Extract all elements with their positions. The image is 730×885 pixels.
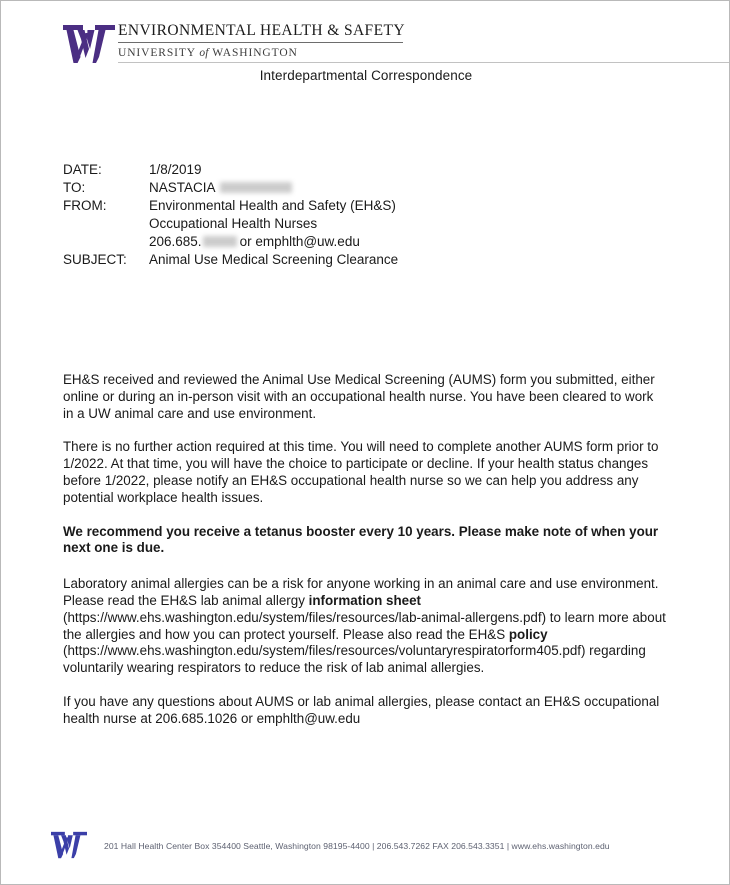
from-email-text: or emphlth@uw.edu [239, 234, 360, 249]
date-value: 1/8/2019 [149, 162, 202, 177]
body-paragraph-contact: If you have any questions about AUMS or lab animal allergies, please contact an EH&S occupational health nurse at 206.685.1026 or emphlth@uw.edu [63, 693, 660, 726]
brand-divider-long [118, 62, 730, 63]
uw-w-logo-footer-icon [51, 830, 87, 860]
from-label: FROM: [63, 198, 107, 213]
field-date [63, 161, 683, 179]
to-value: NASTACIA [149, 180, 216, 195]
brand-divider-short [118, 42, 403, 43]
field-subject [63, 251, 683, 269]
from-line-department: Environmental Health and Safety (EH&S) [149, 198, 396, 213]
allergy-text-segment-3: (https://www.ehs.washington.edu/system/files/resources/voluntaryrespiratorform405.pdf) regarding voluntarily wearing respirators to reduce the risk of lab animal allergies. [63, 643, 646, 676]
body-paragraph-next-steps: There is no further action required at this time. You will need to complete another AUMS form prior to 1/2022. At that time, you will have the choice to participate or decline. If your health status changes before 1/2022, please notify an EH&S occupational health nurse so we can help you address any potential workplace health issues. [63, 439, 659, 505]
correspondence-header-fields [63, 161, 683, 269]
brand-subtitle-washington: WASHINGTON [212, 47, 298, 59]
brand-title: ENVIRONMENTAL HEALTH & SAFETY [118, 22, 405, 39]
allergy-text-segment-2: (https://www.ehs.washington.edu/system/files/resources/lab-animal-allergens.pdf) to learn more about the allergies and how you can protect yourself. Please also read the EH&S [63, 609, 666, 642]
subject-value: Animal Use Medical Screening Clearance [149, 252, 399, 267]
body-paragraph-clearance: EH&S received and reviewed the Animal Use Medical Screening (AUMS) form you submitted, either online or during an in-person visit with an occupational health nurse. You have been cleared to work in a UW animal care and use environment. [63, 372, 655, 421]
field-from [63, 197, 683, 251]
document-type-heading: Interdepartmental Correspondence [259, 68, 473, 83]
brand-subtitle [118, 47, 298, 59]
from-line-role: Occupational Health Nurses [149, 216, 318, 231]
subject-label: SUBJECT: [63, 252, 127, 267]
allergy-text-segment-1: Laboratory animal allergies can be a risk for anyone working in an animal care and use environment. Please read the EH&S lab animal allergy [63, 576, 659, 608]
redacted-phone-extension [203, 236, 237, 247]
uw-w-logo-icon [63, 25, 115, 63]
date-label: DATE: [63, 162, 102, 177]
from-phone-prefix: 206.685. [149, 234, 202, 249]
field-to [63, 179, 683, 197]
from-value-lines [149, 197, 396, 251]
letterhead [1, 1, 730, 63]
brand-block [118, 22, 418, 39]
body-paragraph-tetanus-recommendation: We recommend you receive a tetanus booster every 10 years. Please make note of when your next one is due. [63, 523, 659, 556]
to-label: TO: [63, 180, 86, 195]
brand-subtitle-of: of [199, 47, 209, 59]
from-line-contact [149, 233, 396, 251]
redacted-recipient-name [220, 182, 292, 193]
page-footer [1, 830, 730, 866]
brand-subtitle-university: UNIVERSITY [118, 47, 196, 59]
footer-address-line: 201 Hall Health Center Box 354400 Seattle, Washington 98195-4400 | 206.543.7262 FAX 206.543.3351 | www.ehs.washington.edu [104, 841, 610, 851]
information-sheet-emphasis: information sheet [308, 592, 421, 608]
letter-body [63, 372, 667, 728]
body-paragraph-allergy-resources [63, 576, 667, 677]
policy-emphasis: policy [508, 626, 548, 642]
